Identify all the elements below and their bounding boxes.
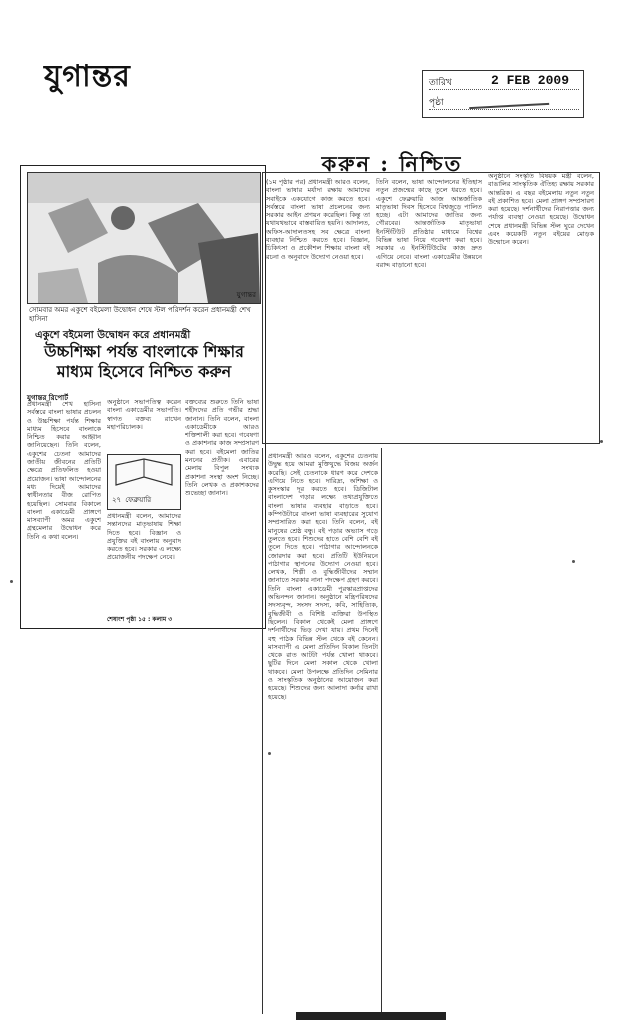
stamp-date: 2 FEB 2009 xyxy=(491,73,570,88)
article-column-2-top: অনুষ্ঠানে সভাপতিত্ব করেন বাংলা একাডেমীর সভাপতি। স্বাগত বক্তব্য রাখেন মহাপরিচালক। xyxy=(107,398,181,431)
continuation-column-2: তিনি বলেন, ভাষা আন্দোলনের ইতিহাস নতুন প্রজন্মের কাছে তুলে ধরতে হবে। একুশে ফেব্রুয়ারি আজ আন্তর্জাতিক মাতৃভাষা দিবস হিসেবে বিশ্বজুড়ে পালিত হচ্ছে। এটা আমাদের জাতির জন্য গৌরবের। আন্তর্জাতিক মাতৃভাষা ইনস্টিটিউট প্রতিষ্ঠার মাধ্যমে বিশ্বের বিভিন্ন ভাষা নিয়ে গবেষণা করা হবে। সরকার এ ইনস্টিটিউটের কাজ দ্রুত এগিয়ে নেবে। বাংলা একাডেমীর উন্নয়নে বরাদ্দ বাড়ানো হবে। xyxy=(376,178,482,269)
stamp-page-label: পৃষ্ঠা xyxy=(429,98,444,108)
scan-speck xyxy=(600,440,603,443)
inset-book-image xyxy=(107,454,181,510)
article-column-2-bottom: প্রধানমন্ত্রী বলেন, আমাদের সন্তানদের মাতৃভাষায় শিক্ষা দিতে হবে। বিজ্ঞান ও প্রযুক্তির বই বাংলায় অনুবাদ করতে হবে। সরকার এ লক্ষ্যে প্রয়োজনীয় পদক্ষেপ নেবে। xyxy=(107,512,181,562)
article-column-1: প্রধানমন্ত্রী শেখ হাসিনা সর্বস্তরে বাংলা ভাষার প্রচলন ও উচ্চশিক্ষা পর্যন্ত শিক্ষার মাধ্যম হিসেবে বাংলাকে নিশ্চিত করার আহ্বান জানিয়েছেন। তিনি বলেন, একুশের চেতনা আমাদের জাতীয় জীবনের প্রতিটি ক্ষেত্রে প্রতিফলিত হওয়া প্রয়োজন। ভাষা আন্দোলনের মধ্য দিয়েই আমাদের স্বাধীনতার বীজ রোপিত হয়েছিল। সোমবার বিকালে বাংলা একাডেমী প্রাঙ্গণে মাসব্যাপী অমর একুশে গ্রন্থমেলার উদ্বোধন করে তিনি এ কথা বলেন। xyxy=(27,400,101,541)
continuation-column-1: (১ম পৃষ্ঠার পর) প্রধানমন্ত্রী আরও বলেন, বাংলা ভাষার মর্যাদা রক্ষায় আমাদের সবাইকে একযোগে কাজ করতে হবে। সর্বস্তরে বাংলা ভাষা প্রচলনের জন্য সরকার আইন প্রণয়ন করেছিল। কিন্তু তা যথাযথভাবে বাস্তবায়িত হয়নি। আদালত, অফিস-আদালতসহ সব ক্ষেত্রে বাংলা ব্যবহার নিশ্চিত করতে হবে। বিজ্ঞান, চিকিৎসা ও প্রকৌশল শিক্ষায় বাংলা বই রচনা ও অনুবাদে উদ্যোগ নেওয়া হবে। xyxy=(266,178,370,261)
photo-illustration xyxy=(28,173,260,303)
article-headline: উচ্চশিক্ষা পর্যন্ত বাংলাকে শিক্ষার মাধ্যম হিসেবে নিশ্চিত করুন xyxy=(44,342,244,381)
book-icon xyxy=(108,455,180,495)
continued-note: শেষাংশ পৃষ্ঠা ১৫ : কলাম ৩ xyxy=(107,616,173,623)
article-photo xyxy=(27,172,261,304)
inset-label: ২৭ ফেব্রুয়ারি xyxy=(112,497,152,505)
article-kicker: একুশে বইমেলা উদ্বোধন করে প্রধানমন্ত্রী xyxy=(35,330,191,341)
clipping-date-stamp xyxy=(422,70,584,118)
newspaper-masthead: যুগান্তর xyxy=(44,59,131,94)
photo-credit: যুগান্তর xyxy=(236,291,256,299)
scan-speck xyxy=(268,752,271,755)
stamp-date-row xyxy=(429,75,579,90)
stamp-date-label: তারিখ xyxy=(429,78,452,88)
continuation-title: করুন : নিশ্চিত xyxy=(321,151,463,176)
scan-edge-bar xyxy=(296,1012,446,1020)
scan-speck xyxy=(10,580,13,583)
article-column-3: বক্তব্যের শুরুতে তিনি ভাষা শহীদদের প্রতি গভীর শ্রদ্ধা জানান। তিনি বলেন, বাংলা একাডেমীকে আরও শক্তিশালী করা হবে। গবেষণা ও প্রকাশনার কাজ সম্প্রসারণ করা হবে। বইমেলা জাতির মননের প্রতীক। এবারের মেলায় বিপুল সংখ্যক প্রকাশনা সংস্থা অংশ নিচ্ছে। তিনি লেখক ও প্রকাশকদের শুভেচ্ছা জানান। xyxy=(185,398,259,498)
right-article xyxy=(262,148,602,1018)
handwritten-scribble xyxy=(469,95,549,109)
photo-caption: সোমবার অমর একুশে বইমেলা উদ্বোধন শেষে স্টল পরিদর্শন করেন প্রধানমন্ত্রী শেখ হাসিনা xyxy=(29,306,251,323)
left-article xyxy=(20,165,266,629)
scan-speck xyxy=(572,560,575,563)
article-byline: যুগান্তর রিপোর্ট xyxy=(27,394,69,402)
continuation-column-3: অনুষ্ঠানে সংস্কৃতি বিষয়ক মন্ত্রী বলেন, বাঙালির সাংস্কৃতিক ঐতিহ্য রক্ষায় সরকার আন্তরিক। এ বছর বইমেলায় নতুন নতুন বই প্রকাশিত হবে। মেলা প্রাঙ্গণ সম্প্রসারণ করা হয়েছে। দর্শনার্থীদের নিরাপত্তার জন্য পর্যাপ্ত ব্যবস্থা নেওয়া হয়েছে। উদ্বোধন শেষে প্রধানমন্ত্রী বিভিন্ন স্টল ঘুরে দেখেন এবং কয়েকটি নতুন বইয়ের মোড়ক উন্মোচন করেন। xyxy=(488,172,594,247)
continuation-column-4: প্রধানমন্ত্রী আরও বলেন, একুশের চেতনায় উদ্বুদ্ধ হয়ে আমরা মুক্তিযুদ্ধে বিজয় অর্জন করেছি। সেই চেতনাকে ধারণ করে দেশকে এগিয়ে নিতে হবে। দারিদ্র্য, অশিক্ষা ও কুসংস্কার দূর করতে হবে। ডিজিটাল বাংলাদেশ গড়ার লক্ষ্যে তথ্যপ্রযুক্তিতে বাংলা ভাষার ব্যবহার বাড়াতে হবে। কম্পিউটারে বাংলা ভাষা ব্যবহারের সুযোগ সম্প্রসারিত করা হবে। তিনি বলেন, বই মানুষের শ্রেষ্ঠ বন্ধু। বই পড়ার অভ্যাস গড়ে তুলতে হবে। শিশুদের হাতে বেশি বেশি বই তুলে দিতে হবে। পাঠাগার আন্দোলনকে জোরদার করা হবে। প্রতিটি ইউনিয়নে পাঠাগার স্থাপনের উদ্যোগ নেওয়া হবে। লেখক, শিল্পী ও বুদ্ধিজীবীদের সম্মান জানাতে সরকার নানা পদক্ষেপ গ্রহণ করবে। তিনি বাংলা একাডেমী পুরস্কারপ্রাপ্তদের অভিনন্দন জানান। অনুষ্ঠানে মন্ত্রিপরিষদের সদস্যবৃন্দ, সংসদ সদস্য, কবি, সাহিত্যিক, বুদ্ধিজীবী ও বিশিষ্ট ব্যক্তিরা উপস্থিত ছিলেন। বিকাল থেকেই মেলা প্রাঙ্গণে দর্শনার্থীদের ভিড় দেখা যায়। প্রথম দিনেই বহু পাঠক বিভিন্ন স্টল থেকে বই কেনেন। মাসব্যাপী এ মেলা প্রতিদিন বিকাল তিনটা থেকে রাত আটটা পর্যন্ত খোলা থাকবে। ছুটির দিনে মেলা সকাল থেকে খোলা থাকবে। মেলা উপলক্ষে প্রতিদিন সেমিনার ও সাংস্কৃতিক অনুষ্ঠানের আয়োজন করা হয়েছে। শিশুদের জন্য আলাদা কর্নার রাখা হয়েছে। xyxy=(268,452,378,701)
stamp-page-row xyxy=(429,95,579,110)
